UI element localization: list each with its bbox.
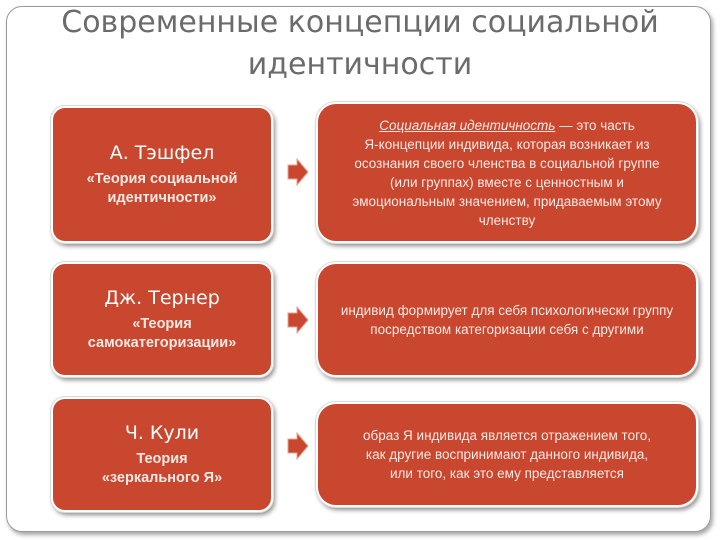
- slide-title: [0, 2, 720, 86]
- definition-line: (или группах) вместе с ценностным и: [390, 174, 624, 190]
- theory-name: [87, 170, 238, 208]
- definition-line: образ Я индивида является отражением того,: [363, 428, 651, 443]
- title-line-2: идентичности: [247, 47, 473, 82]
- definition-line: членству: [478, 212, 536, 228]
- definition-line: или того, как это ему представляется: [390, 466, 624, 481]
- theory-name: [88, 315, 237, 353]
- author-box-cooley: [51, 397, 273, 512]
- author-box-tajfel: [51, 106, 273, 243]
- definition-text: [352, 116, 661, 230]
- definition-line: осознания своего членства в социальной группе: [354, 155, 660, 171]
- definition-line: индивид формирует для себя психологически группу: [340, 302, 674, 318]
- definition-text: [341, 301, 673, 339]
- definition-box-self-categorization: [316, 262, 698, 377]
- author-name: А. Тэшфел: [109, 141, 215, 164]
- author-box-turner: [51, 262, 273, 377]
- definition-line: эмоциональным значением, придаваемым этому: [352, 193, 662, 209]
- definition-box-social-identity: [316, 102, 698, 243]
- term-social-identity: Социальная идентичность: [379, 117, 556, 133]
- definition-line: посредством категоризации себя с другими: [370, 321, 644, 337]
- theory-name: [102, 450, 222, 488]
- theory-line: Теория: [136, 450, 188, 467]
- definition-line: как другие воспринимают данного индивида,: [365, 447, 649, 462]
- theory-line: «Теория: [132, 315, 192, 332]
- author-name: Ч. Кули: [124, 421, 200, 444]
- theory-line: идентичности»: [107, 189, 217, 206]
- arrow-right-icon: [287, 306, 309, 334]
- definition-line: Я-концепции индивида, которая возникает из: [364, 136, 650, 152]
- definition-fragment: — это часть: [555, 117, 635, 133]
- definition-text: [363, 426, 651, 483]
- theory-line: «зеркального Я»: [101, 469, 223, 486]
- theory-line: «Теория социальной: [86, 170, 238, 187]
- theory-line: самокатегоризации»: [87, 334, 237, 351]
- arrow-right-icon: [287, 432, 309, 460]
- definition-box-looking-glass-self: [316, 402, 698, 507]
- author-name: Дж. Тернер: [104, 286, 220, 309]
- arrow-right-icon: [287, 158, 309, 186]
- definition-line: [352, 116, 661, 135]
- title-line-1: Современные концепции социальной: [61, 5, 659, 40]
